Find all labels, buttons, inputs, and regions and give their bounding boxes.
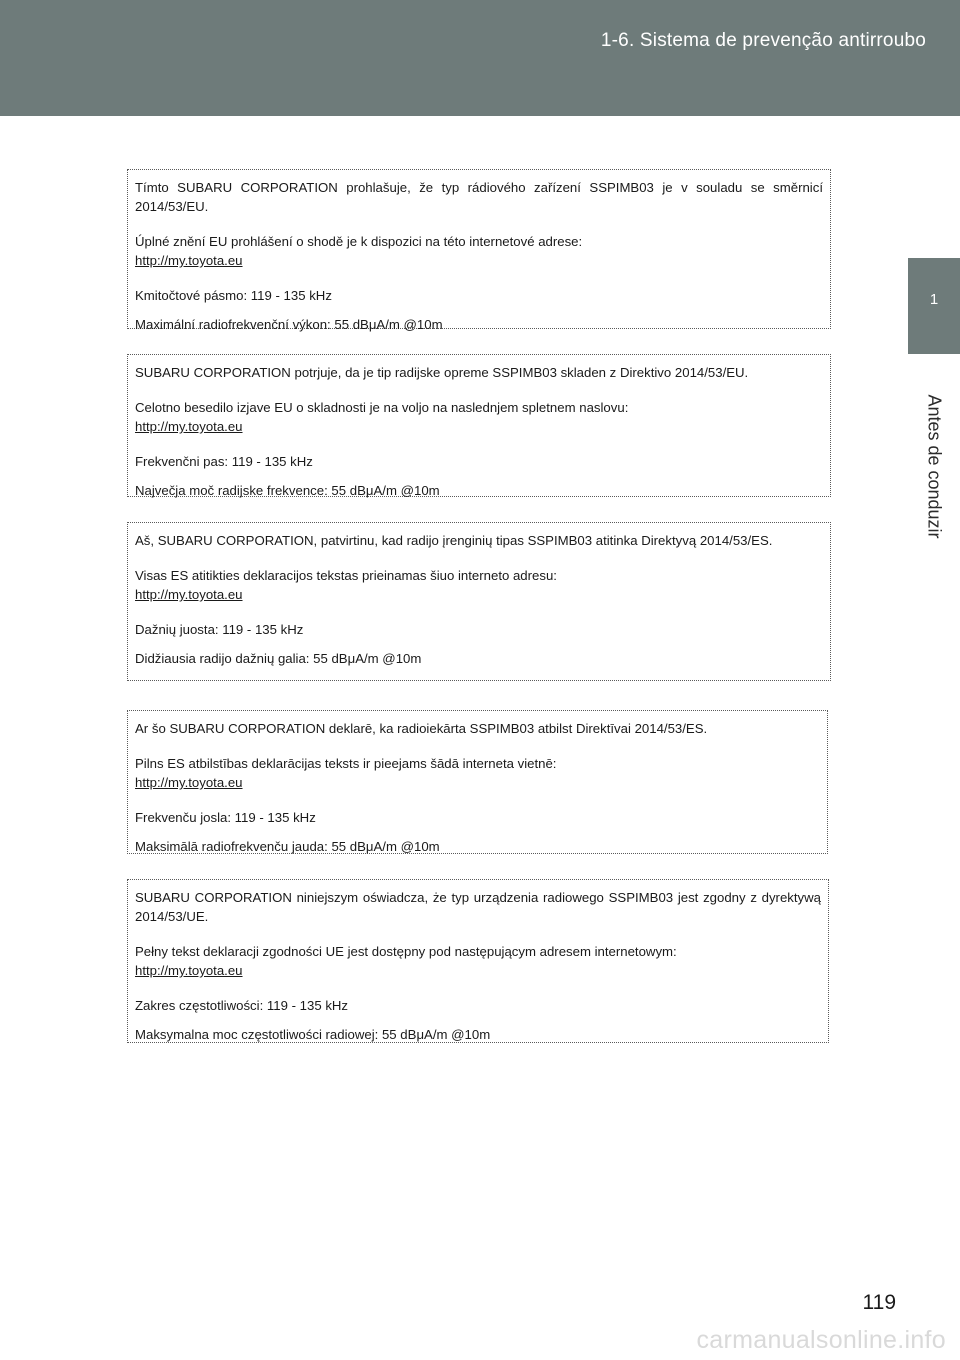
- declaration-box-latvian: [127, 710, 828, 854]
- declaration-frequency: Zakres częstotliwości: 119 - 135 kHz: [135, 998, 349, 1013]
- declaration-statement: SUBARU CORPORATION potrjuje, da je tip radijske opreme SSPIMB03 skladen z Direktivo 2014/53/EU.: [135, 365, 749, 380]
- declaration-power: Maksimālā radiofrekvenču jauda: 55 dBμA/m @10m: [135, 839, 440, 854]
- declaration-frequency: Frekvenču josla: 119 - 135 kHz: [135, 810, 316, 825]
- declaration-power: Največja moč radijske frekvence: 55 dBμA/m @10m: [135, 483, 440, 498]
- declaration-statement: Ar šo SUBARU CORPORATION deklarē, ka radioiekārta SSPIMB03 atbilst Direktīvai 2014/53/ES.: [135, 721, 708, 736]
- declaration-availability: Visas ES atitikties deklaracijos tekstas prieinamas šiuo interneto adresu:: [135, 568, 557, 583]
- declaration-box-lithuanian: [127, 522, 831, 681]
- declaration-link[interactable]: http://my.toyota.eu: [135, 587, 243, 602]
- declaration-box-polish: [127, 879, 829, 1043]
- chapter-tab-label: [908, 354, 960, 604]
- page-number: 119: [862, 1291, 896, 1314]
- declaration-power: Maksymalna moc częstotliwości radiowej: 55 dBμA/m @10m: [135, 1027, 491, 1042]
- watermark: carmanualsonline.info: [696, 1326, 946, 1354]
- declaration-link[interactable]: http://my.toyota.eu: [135, 775, 243, 790]
- declaration-power: Maximální radiofrekvenční výkon: 55 dBμA/m @10m: [135, 317, 443, 332]
- declaration-statement: Tímto SUBARU CORPORATION prohlašuje, že typ rádiového zařízení SSPIMB03 je v souladu se směrnicí 2014/53/EU.: [135, 180, 823, 214]
- declaration-availability: Úplné znění EU prohlášení o shodě je k dispozici na této internetové adrese:: [135, 234, 583, 249]
- declaration-frequency: Dažnių juosta: 119 - 135 kHz: [135, 622, 304, 637]
- declaration-availability: Celotno besedilo izjave EU o skladnosti je na voljo na naslednjem spletnem naslovu:: [135, 400, 629, 415]
- declaration-availability: Pilns ES atbilstības deklarācijas teksts ir pieejams šādā interneta vietnē:: [135, 756, 557, 771]
- chapter-tab-number[interactable]: 1: [908, 258, 960, 354]
- declaration-frequency: Frekvenčni pas: 119 - 135 kHz: [135, 454, 313, 469]
- header-bar: [0, 0, 960, 116]
- declaration-box-slovenian: [127, 354, 831, 497]
- declaration-frequency: Kmitočtové pásmo: 119 - 135 kHz: [135, 288, 332, 303]
- declaration-box-czech: [127, 169, 831, 332]
- declaration-link[interactable]: http://my.toyota.eu: [135, 419, 243, 434]
- chapter-tab-label-text: Antes de conduzir: [924, 394, 945, 539]
- declaration-link[interactable]: http://my.toyota.eu: [135, 253, 243, 268]
- declaration-statement: Aš, SUBARU CORPORATION, patvirtinu, kad radijo įrenginių tipas SSPIMB03 atitinka Direktyvą 2014/53/ES.: [135, 533, 773, 548]
- section-title: 1-6. Sistema de prevenção antirroubo: [600, 30, 926, 51]
- declaration-statement: SUBARU CORPORATION niniejszym oświadcza, że typ urządzenia radiowego SSPIMB03 jest zgodny z dyrektywą 2014/53/UE.: [135, 890, 821, 924]
- declaration-availability: Pełny tekst deklaracji zgodności UE jest dostępny pod następującym adresem internetowym:: [135, 944, 677, 959]
- declaration-power: Didžiausia radijo dažnių galia: 55 dBμA/m @10m: [135, 651, 422, 666]
- declaration-link[interactable]: http://my.toyota.eu: [135, 963, 243, 978]
